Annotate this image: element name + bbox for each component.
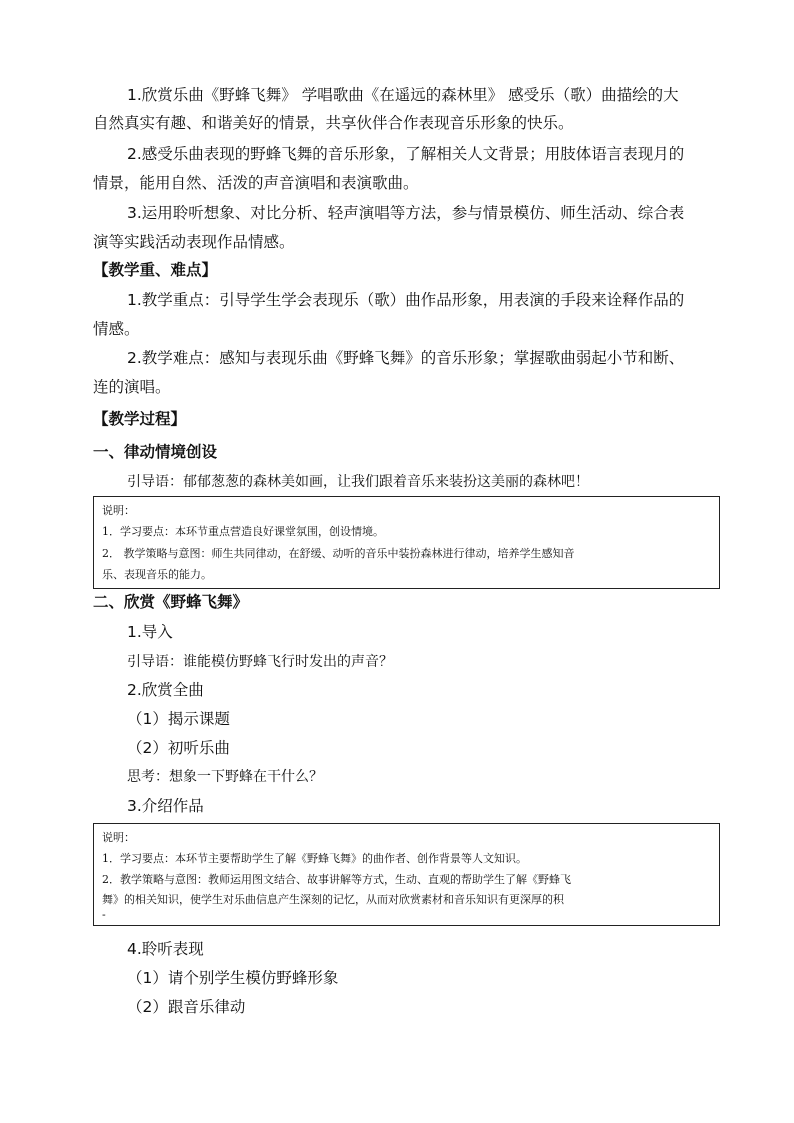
key-point-2-line-2: 连的演唱。: [93, 378, 171, 396]
step-listen-full-b: （2）初听乐曲: [127, 739, 230, 757]
goal-2-line-2: 情景，能用自然、活泼的声音演唱和表演歌曲。: [93, 174, 419, 192]
step-intro: 1.导入: [127, 623, 173, 641]
note-box-2: [93, 823, 720, 926]
note-2-line-4: -: [102, 908, 106, 921]
step-listen-full-a: （1）揭示课题: [127, 710, 230, 728]
note-2-line-1: 1．学习要点：本环节主要帮助学生了解《野蜂飞舞》的曲作者、创作背景等人文知识。: [102, 852, 527, 865]
goal-3-line-1: 3.运用聆听想象、对比分析、轻声演唱等方法，参与情景模仿、师生活动、综合表: [127, 204, 685, 222]
goal-1-line-2: 自然真实有趣、和谐美好的情景，共享伙伴合作表现音乐形象的快乐。: [93, 114, 574, 132]
note-2-label: 说明：: [102, 831, 135, 844]
step-listen-perform-a: （1）请个别学生模仿野蜂形象: [127, 969, 339, 987]
note-box-1: [93, 496, 720, 589]
note-1-line-2: 2． 教学策略与意图：师生共同律动，在舒缓、动听的音乐中装扮森林进行律动，培养学生感知音: [102, 547, 575, 560]
step-listen-full: 2.欣赏全曲: [127, 681, 204, 699]
key-point-1-line-1: 1.教学重点：引导学生学会表现乐（歌）曲作品形象，用表演的手段来诠释作品的: [127, 291, 685, 309]
section-1-title: 一、律动情境创设: [93, 443, 218, 461]
note-1-line-1: 1．学习要点：本环节重点营造良好课堂氛围，创设情境。: [102, 525, 384, 538]
key-point-2-line-1: 2.教学难点：感知与表现乐曲《野蜂飞舞》的音乐形象；掌握歌曲弱起小节和断、: [127, 349, 685, 367]
note-1-label: 说明：: [102, 504, 135, 517]
note-2-line-3: 舞》的相关知识，使学生对乐曲信息产生深刻的记忆，从而对欣赏素材和音乐知识有更深厚的积: [102, 893, 564, 906]
step-listen-perform-b: （2）跟音乐律动: [127, 998, 246, 1016]
section-1-guide: 引导语：郁郁葱葱的森林美如画，让我们跟着音乐来装扮这美丽的森林吧！: [127, 474, 589, 490]
section-2-title: 二、欣赏《野蜂飞舞》: [93, 593, 249, 611]
key-point-1-line-2: 情感。: [93, 320, 140, 338]
note-1-line-3: 乐、表现音乐的能力。: [102, 568, 212, 581]
step-introduce-work: 3.介绍作品: [127, 797, 204, 815]
goal-3-line-2: 演等实践活动表现作品情感。: [93, 233, 295, 251]
goal-2-line-1: 2.感受乐曲表现的野蜂飞舞的音乐形象，了解相关人文背景；用肢体语言表现月的: [127, 145, 685, 163]
key-points-heading: 【教学重、难点】: [93, 261, 218, 279]
process-heading: 【教学过程】: [93, 410, 187, 428]
step-intro-guide: 引导语：谁能模仿野蜂飞行时发出的声音？: [127, 654, 393, 670]
step-listen-perform: 4.聆听表现: [127, 940, 204, 958]
step-think: 思考：想象一下野蜂在干什么？: [127, 769, 323, 785]
note-2-line-2: 2．教学策略与意图：教师运用图文结合、故事讲解等方式，生动、直观的帮助学生了解《野蜂飞: [102, 873, 571, 886]
goal-1-line-1: 1.欣赏乐曲《野蜂飞舞》 学唱歌曲《在遥远的森林里》 感受乐（歌）曲描绘的大: [127, 86, 679, 104]
